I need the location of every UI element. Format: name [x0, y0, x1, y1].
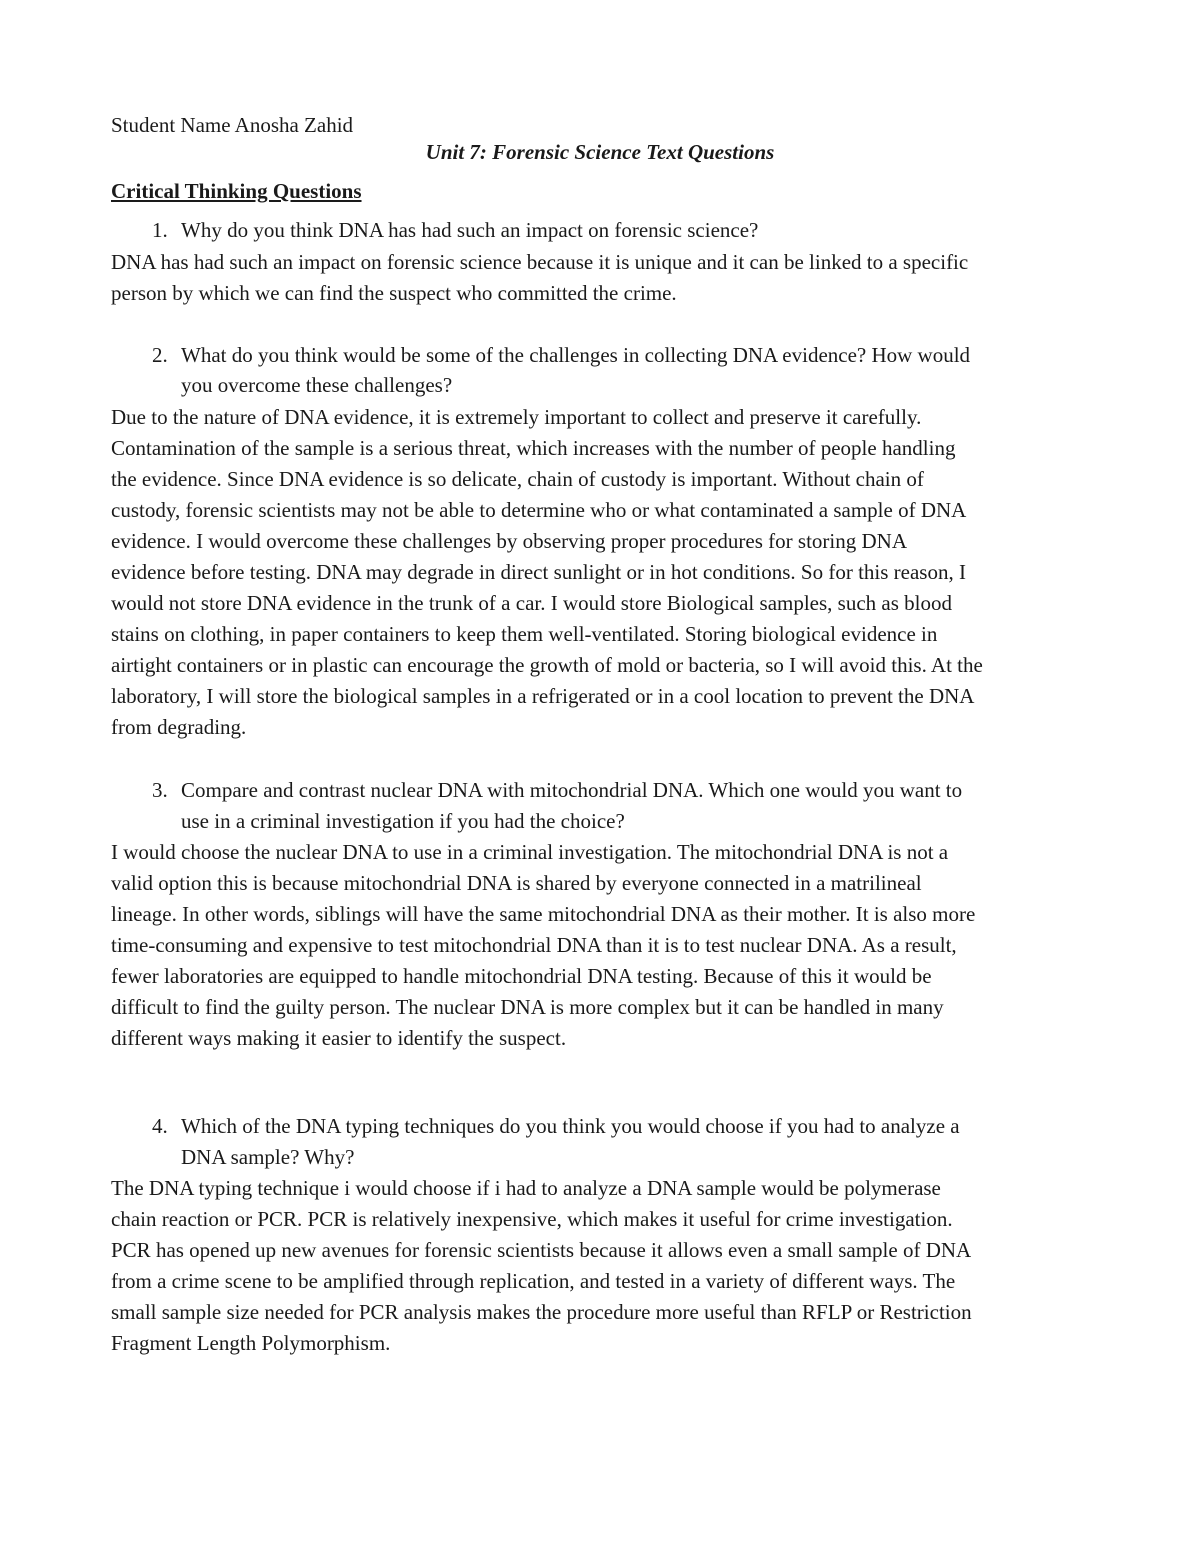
answer-line: small sample size needed for PCR analysis makes the procedure more useful than RFLP or Restriction: [111, 1300, 972, 1324]
answer-line: valid option this is because mitochondrial DNA is shared by everyone connected in a matrilineal: [111, 871, 922, 895]
question-text: use in a criminal investigation if you had the choice?: [181, 809, 625, 833]
answer-line: laboratory, I will store the biological samples in a refrigerated or in a cool location to prevent the DNA: [111, 684, 975, 708]
answer-line: Fragment Length Polymorphism.: [111, 1331, 391, 1355]
answer-line: Due to the nature of DNA evidence, it is extremely important to collect and preserve it carefully.: [111, 405, 922, 429]
answer-line: stains on clothing, in paper containers to keep them well-ventilated. Storing biological evidence in: [111, 622, 938, 646]
question-number: 4.: [152, 1114, 168, 1138]
question-number: 2.: [152, 343, 168, 367]
section-heading: Critical Thinking Questions: [111, 179, 362, 203]
answer-line: The DNA typing technique i would choose if i had to analyze a DNA sample would be polymerase: [111, 1176, 941, 1200]
question-text: Which of the DNA typing techniques do you think you would choose if you had to analyze a: [181, 1114, 960, 1138]
answer-line: Contamination of the sample is a serious threat, which increases with the number of people handling: [111, 436, 956, 460]
answer-line: PCR has opened up new avenues for forensic scientists because it allows even a small sample of DNA: [111, 1238, 972, 1262]
answer-line: from degrading.: [111, 715, 247, 739]
answer-line: I would choose the nuclear DNA to use in a criminal investigation. The mitochondrial DNA is not a: [111, 840, 949, 864]
answer-line: time-consuming and expensive to test mitochondrial DNA than it is to test nuclear DNA. As a result,: [111, 933, 957, 957]
answer-line: would not store DNA evidence in the trunk of a car. I would store Biological samples, such as blood: [111, 591, 952, 615]
answer-line: evidence. I would overcome these challenges by observing proper procedures for storing DNA: [111, 529, 907, 553]
answer-line: different ways making it easier to identify the suspect.: [111, 1026, 567, 1050]
answer-line: person by which we can find the suspect who committed the crime.: [111, 281, 677, 305]
question-text: you overcome these challenges?: [181, 373, 453, 397]
student-name: Student Name Anosha Zahid: [111, 113, 354, 137]
answer-line: airtight containers or in plastic can encourage the growth of mold or bacteria, so I will avoid this. At the: [111, 653, 983, 677]
answer-line: chain reaction or PCR. PCR is relatively inexpensive, which makes it useful for crime investigation.: [111, 1207, 953, 1231]
question-text: What do you think would be some of the challenges in collecting DNA evidence? How would: [181, 343, 971, 367]
answer-line: custody, forensic scientists may not be able to determine who or what contaminated a sample of DNA: [111, 498, 967, 522]
question-text: Compare and contrast nuclear DNA with mitochondrial DNA. Which one would you want to: [181, 778, 963, 802]
answer-line: DNA has had such an impact on forensic science because it is unique and it can be linked to a specific: [111, 250, 969, 274]
answer-line: from a crime scene to be amplified through replication, and tested in a variety of different ways. The: [111, 1269, 956, 1293]
answer-line: evidence before testing. DNA may degrade in direct sunlight or in hot conditions. So for this reason, I: [111, 560, 966, 584]
answer-line: fewer laboratories are equipped to handle mitochondrial DNA testing. Because of this it would be: [111, 964, 932, 988]
question-text: Why do you think DNA has had such an impact on forensic science?: [181, 218, 759, 242]
question-text: DNA sample? Why?: [181, 1145, 355, 1169]
answer-line: the evidence. Since DNA evidence is so delicate, chain of custody is important. Without chain of: [111, 467, 924, 491]
document-title: Unit 7: Forensic Science Text Questions: [425, 140, 775, 164]
question-number: 1.: [152, 218, 168, 242]
answer-line: difficult to find the guilty person. The nuclear DNA is more complex but it can be handled in many: [111, 995, 944, 1019]
answer-line: lineage. In other words, siblings will have the same mitochondrial DNA as their mother. It is also more: [111, 902, 976, 926]
question-number: 3.: [152, 778, 168, 802]
